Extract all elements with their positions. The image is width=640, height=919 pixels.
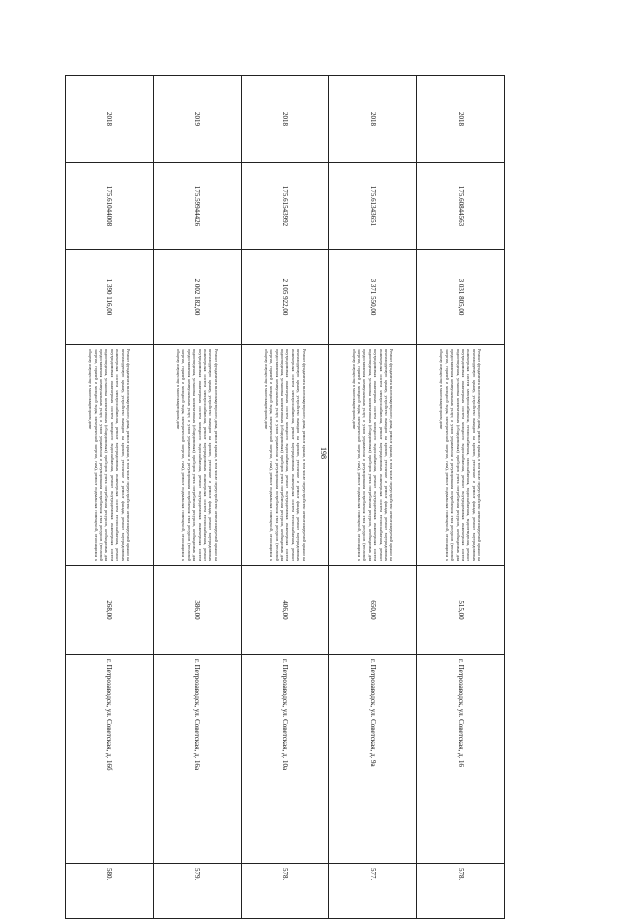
works-cell: Ремонт фундамента многоквартирного дома, ремонт крыши, в том числе переустройство невентилируемой крыши на вентилируемую крышу, устройство выходов на кровлю, утепление и ремонт фасада, ремонт внутридомовых инженерных систем электроснабжения, теплоснабжения, газоснабжения, водоснабжения, водоотведения, ремонт внутридомовых инженерных систем холодного водоснабжения, ремонт внутридомовых инженерных систем водоотведения, установка коллективных (общедомовых) приборов учета потребления ресурсов, необходимых для предоставления коммунальных услуг, и узлов управления и регулирования потребления этих ресурсов (тепловой энергии, горячей и холодной воды, электрической энергии, газа), ремонт подвальных помещений, относящихся к общему имуществу в многоквартирном доме — [417, 345, 505, 566]
rotated-table-frame — [65, 75, 505, 881]
area-cell: 515,00 — [417, 566, 505, 655]
cost-cell: 3 371 550,00 — [329, 250, 417, 345]
table-row — [66, 76, 154, 919]
row-number-cell: 578. — [241, 864, 329, 919]
row-number-cell: 579. — [153, 864, 241, 919]
cost-cell: 2 002 182,00 — [153, 250, 241, 345]
address-cell: г. Петрозаводск, ул. Советская, д. 9а — [329, 655, 417, 864]
cost-cell: 3 031 805,00 — [417, 250, 505, 345]
address-cell: г. Петрозаводск, ул. Советская, д. 16 — [417, 655, 505, 864]
code-cell: 175.61044008 — [66, 163, 154, 250]
year-cell: 2018 — [241, 76, 329, 163]
row-number-cell: 578. — [417, 864, 505, 919]
table-row — [417, 76, 505, 919]
works-cell: Ремонт фундамента многоквартирного дома, ремонт крыши, в том числе переустройство невентилируемой крыши на вентилируемую крышу, устройство выходов на кровлю, утепление и ремонт фасада, ремонт внутридомовых инженерных систем электроснабжения, ремонт внутридомовых инженерных систем теплоснабжения, ремонт внутридомовых инженерных систем холодного водоснабжения, ремонт внутридомовых инженерных систем водоотведения, установка коллективных (общедомовых) приборов учета потребления ресурсов, необходимых для предоставления коммунальных услуг, и узлов управления и регулирования потребления этих ресурсов (тепловой энергии, горячей и холодной воды, электрической энергии, газа), ремонт подвальных помещений, относящихся к общему имуществу в многоквартирном доме — [153, 345, 241, 566]
area-cell: 268,00 — [66, 566, 154, 655]
table-row — [241, 76, 329, 919]
code-cell: 175.59944426 — [153, 163, 241, 250]
code-cell: 175.60844563 — [417, 163, 505, 250]
area-cell: 406,00 — [241, 566, 329, 655]
area-cell: 386,00 — [153, 566, 241, 655]
works-cell: Ремонт фундамента многоквартирного дома, ремонт крыши, в том числе переустройство невентилируемой крыши на вентилируемую крышу, устройство выходов на кровлю, утепление и ремонт фасада, ремонт внутридомовых инженерных систем электроснабжения, ремонт внутридомовых инженерных систем теплоснабжения, ремонт внутридомовых инженерных систем холодного водоснабжения, ремонт внутридомовых инженерных систем водоотведения, установка коллективных (общедомовых) приборов учета потребления ресурсов, необходимых для предоставления коммунальных услуг, и узлов управления и регулирования потребления этих ресурсов (тепловой энергии, горячей и холодной воды, электрической энергии, газа), ремонт подвальных помещений, относящихся к общему имуществу в многоквартирном доме — [329, 345, 417, 566]
address-cell: г. Петрозаводск, ул. Советская, д. 16б — [66, 655, 154, 864]
address-cell: г. Петрозаводск, ул. Советская, д. 10а — [241, 655, 329, 864]
cost-cell: 1 390 116,00 — [66, 250, 154, 345]
row-number-cell: 577. — [329, 864, 417, 919]
year-cell: 2018 — [66, 76, 154, 163]
year-cell: 2019 — [153, 76, 241, 163]
code-cell: 175.61543992 — [241, 163, 329, 250]
year-cell: 2018 — [417, 76, 505, 163]
year-cell: 2018 — [329, 76, 417, 163]
table-row — [153, 76, 241, 919]
area-cell: 650,00 — [329, 566, 417, 655]
works-cell: Ремонт фундамента многоквартирного дома, ремонт крыши, в том числе переустройство невентилируемой крыши на вентилируемую крышу, устройство выходов на кровлю, утепление и ремонт фасада, ремонт внутридомовых инженерных систем электроснабжения, ремонт внутридомовых инженерных систем теплоснабжения, ремонт внутридомовых инженерных систем холодного водоснабжения, ремонт внутридомовых инженерных систем водоотведения, установка коллективных (общедомовых) приборов учета потребления ресурсов, необходимых для предоставления коммунальных услуг, и узлов управления и регулирования потребления этих ресурсов (тепловой энергии, горячей и холодной воды, электрической энергии, газа), ремонт подвальных помещений, относящихся к общему имуществу в многоквартирном доме — [66, 345, 154, 566]
cost-cell: 2 105 922,00 — [241, 250, 329, 345]
page-number: 198 — [319, 447, 328, 459]
address-cell: г. Петрозаводск, ул. Советская, д. 16а — [153, 655, 241, 864]
works-cell: Ремонт фундамента многоквартирного дома, ремонт крыши, в том числе переустройство невентилируемой крыши на вентилируемую крышу, устройство выходов на кровлю, утепление и ремонт фасада, ремонт внутридомовых инженерных систем электроснабжения, ремонт внутридомовых инженерных систем теплоснабжения, ремонт внутридомовых инженерных систем холодного водоснабжения, ремонт внутридомовых инженерных систем водоотведения, установка коллективных (общедомовых) приборов учета потребления ресурсов, необходимых для предоставления коммунальных услуг, и узлов управления и регулирования потребления этих ресурсов (тепловой энергии, горячей и холодной воды, электрической энергии, газа), ремонт подвальных помещений, относящихся к общему имуществу в многоквартирном доме — [241, 345, 329, 566]
table-row — [329, 76, 417, 919]
row-number-cell: 580. — [66, 864, 154, 919]
housing-repair-table — [65, 75, 505, 919]
code-cell: 175.61343651 — [329, 163, 417, 250]
